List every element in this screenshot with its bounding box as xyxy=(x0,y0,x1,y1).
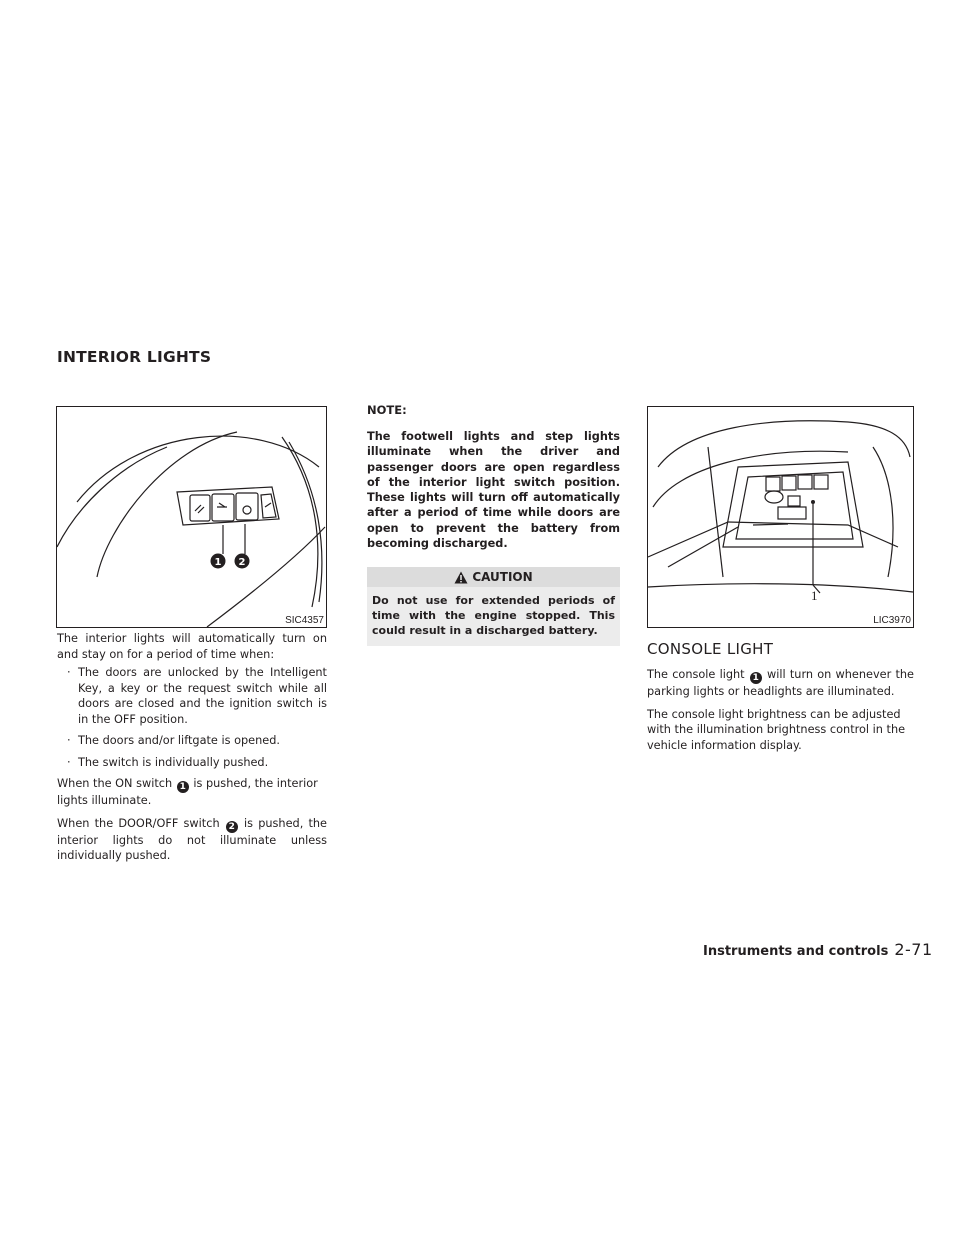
figure-code: LIC3970 xyxy=(873,615,911,626)
footer-section: Instruments and controls xyxy=(703,944,889,959)
bullet-text: The doors are unlocked by the Intelligent Key, a key or the request switch while all doors are closed and the ignition switch is in the OFF position. xyxy=(78,666,327,726)
bullet-marker: · xyxy=(67,734,71,747)
figure-code: SIC4357 xyxy=(285,615,324,626)
svg-text:1: 1 xyxy=(214,557,222,568)
page-number: 2-71 xyxy=(894,940,933,959)
brightness-paragraph: The console light brightness can be adjusted with the illumination brightness control in the vehicle information display. xyxy=(647,707,906,752)
caution-text: Do not use for extended periods of time with the engine stopped. This could result in a discharged battery. xyxy=(367,587,620,646)
bullet-text: The switch is individually pushed. xyxy=(78,755,269,769)
callout-1-icon: 1 xyxy=(750,672,762,684)
intro-paragraph: The interior lights will automatically turn on and stay on for a period of time when: xyxy=(57,632,327,661)
bullet-item xyxy=(57,665,327,727)
callout-1-icon: 1 xyxy=(177,781,189,793)
bullet-item xyxy=(57,733,327,749)
on-switch-paragraph: When the ON switch 1 is pushed, the interior lights illuminate. xyxy=(57,777,318,807)
left-column xyxy=(57,631,327,864)
console-light-title: CONSOLE LIGHT xyxy=(647,640,774,658)
section-heading: INTERIOR LIGHTS xyxy=(57,348,212,366)
figure-console-light xyxy=(647,406,914,628)
middle-column xyxy=(367,403,620,646)
console-light-illustration xyxy=(648,407,913,627)
page-footer xyxy=(703,940,933,959)
bullet-marker: · xyxy=(67,666,71,679)
caution-block xyxy=(367,567,620,646)
callout-1-icon xyxy=(211,554,226,569)
console-paragraph: The console light 1 will turn on whenever the parking lights or headlights are illuminated. xyxy=(647,668,914,698)
callout-2-icon xyxy=(235,554,250,569)
caution-title: CAUTION xyxy=(472,570,533,585)
caution-header xyxy=(367,567,620,587)
bullet-text: The doors and/or liftgate is opened. xyxy=(78,734,280,747)
switch-panel-illustration xyxy=(57,407,326,627)
note-title: NOTE: xyxy=(367,403,407,417)
figure-interior-light-switches xyxy=(56,406,327,628)
callout-1-label: 1 xyxy=(811,588,818,603)
right-column xyxy=(647,640,914,753)
bullet-marker: · xyxy=(67,755,71,769)
door-switch-paragraph: When the DOOR/OFF switch 2 is pushed, the interior lights do not illuminate unless individually pushed. xyxy=(57,816,328,862)
callout-2-icon: 2 xyxy=(226,821,238,833)
svg-text:2: 2 xyxy=(238,557,246,568)
note-text: The footwell lights and step lights illuminate when the driver and passenger doors are open regardless of the interior light switch position. These lights will turn off automatically after a period of time while doors are open to prevent the battery from becoming discharged. xyxy=(367,430,620,551)
warning-icon xyxy=(454,571,468,584)
bullet-item xyxy=(57,755,327,771)
